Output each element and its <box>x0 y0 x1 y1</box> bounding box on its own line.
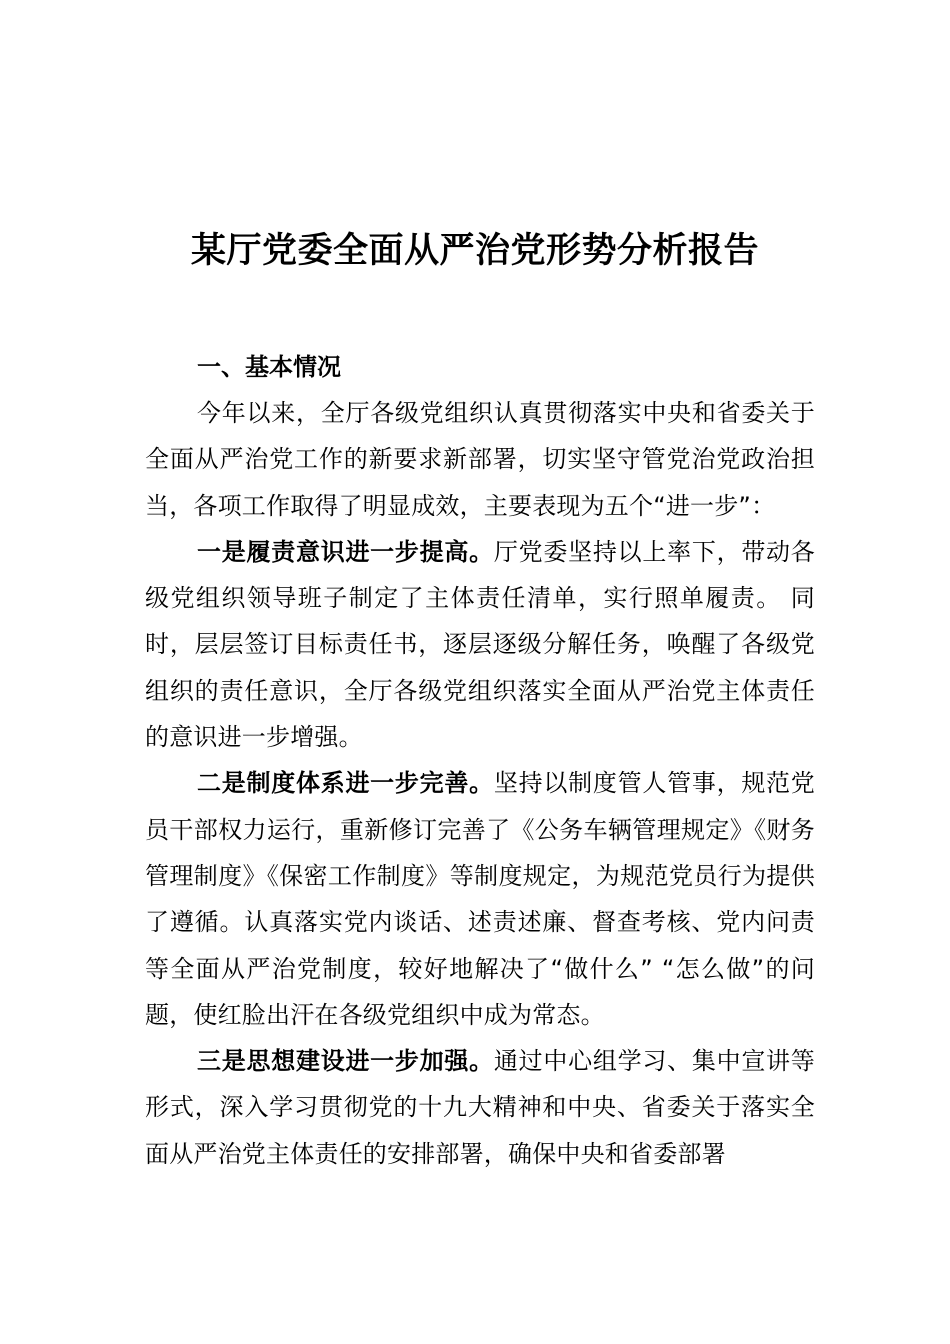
point-lead: 三是思想建设进一步加强。 <box>197 1047 494 1076</box>
document-body <box>145 344 815 1177</box>
document-title: 某厅党委全面从严治党形势分析报告 <box>190 230 759 271</box>
point-lead: 一是履责意识进一步提高。 <box>197 537 494 566</box>
section-heading: 一、基本情况 <box>197 353 341 381</box>
point-text: 厅党委坚持以上率下，带动各级党组织领导班子制定了主体责任清单，实行照单履责。 同时，层层签订目标责任书，逐层逐级分解任务，唤醒了各级党组织的责任意识，全厅各级党组织落实全面从严治党主体责任的意识进一步增强。 <box>145 537 815 752</box>
point-paragraph-1 <box>145 529 815 760</box>
point-paragraph-2 <box>145 760 815 1038</box>
point-lead: 二是制度体系进一步完善。 <box>197 769 494 798</box>
point-text: 坚持以制度管人管事，规范党员干部权力运行，重新修订完善了《公务车辆管理规定》《财务管理制度》《保密工作制度》等制度规定，为规范党员行为提供了遵循。认真落实党内谈话、述责述廉、督查考核、党内问责等全面从严治党制度，较好地解决了“做什么” “怎么做”的问题，使红脸出汗在各级党组织中成为常态。 <box>145 769 815 1029</box>
intro-paragraph: 今年以来，全厅各级党组织认真贯彻落实中央和省委关于全面从严治党工作的新要求新部署，切实坚守管党治党政治担当，各项工作取得了明显成效，主要表现为五个“进一步”： <box>145 399 815 520</box>
point-paragraph-3 <box>145 1038 815 1177</box>
point-text: 通过中心组学习、集中宣讲等形式，深入学习贯彻党的十九大精神和中央、省委关于落实全面从严治党主体责任的安排部署，确保中央和省委部署 <box>145 1047 815 1168</box>
